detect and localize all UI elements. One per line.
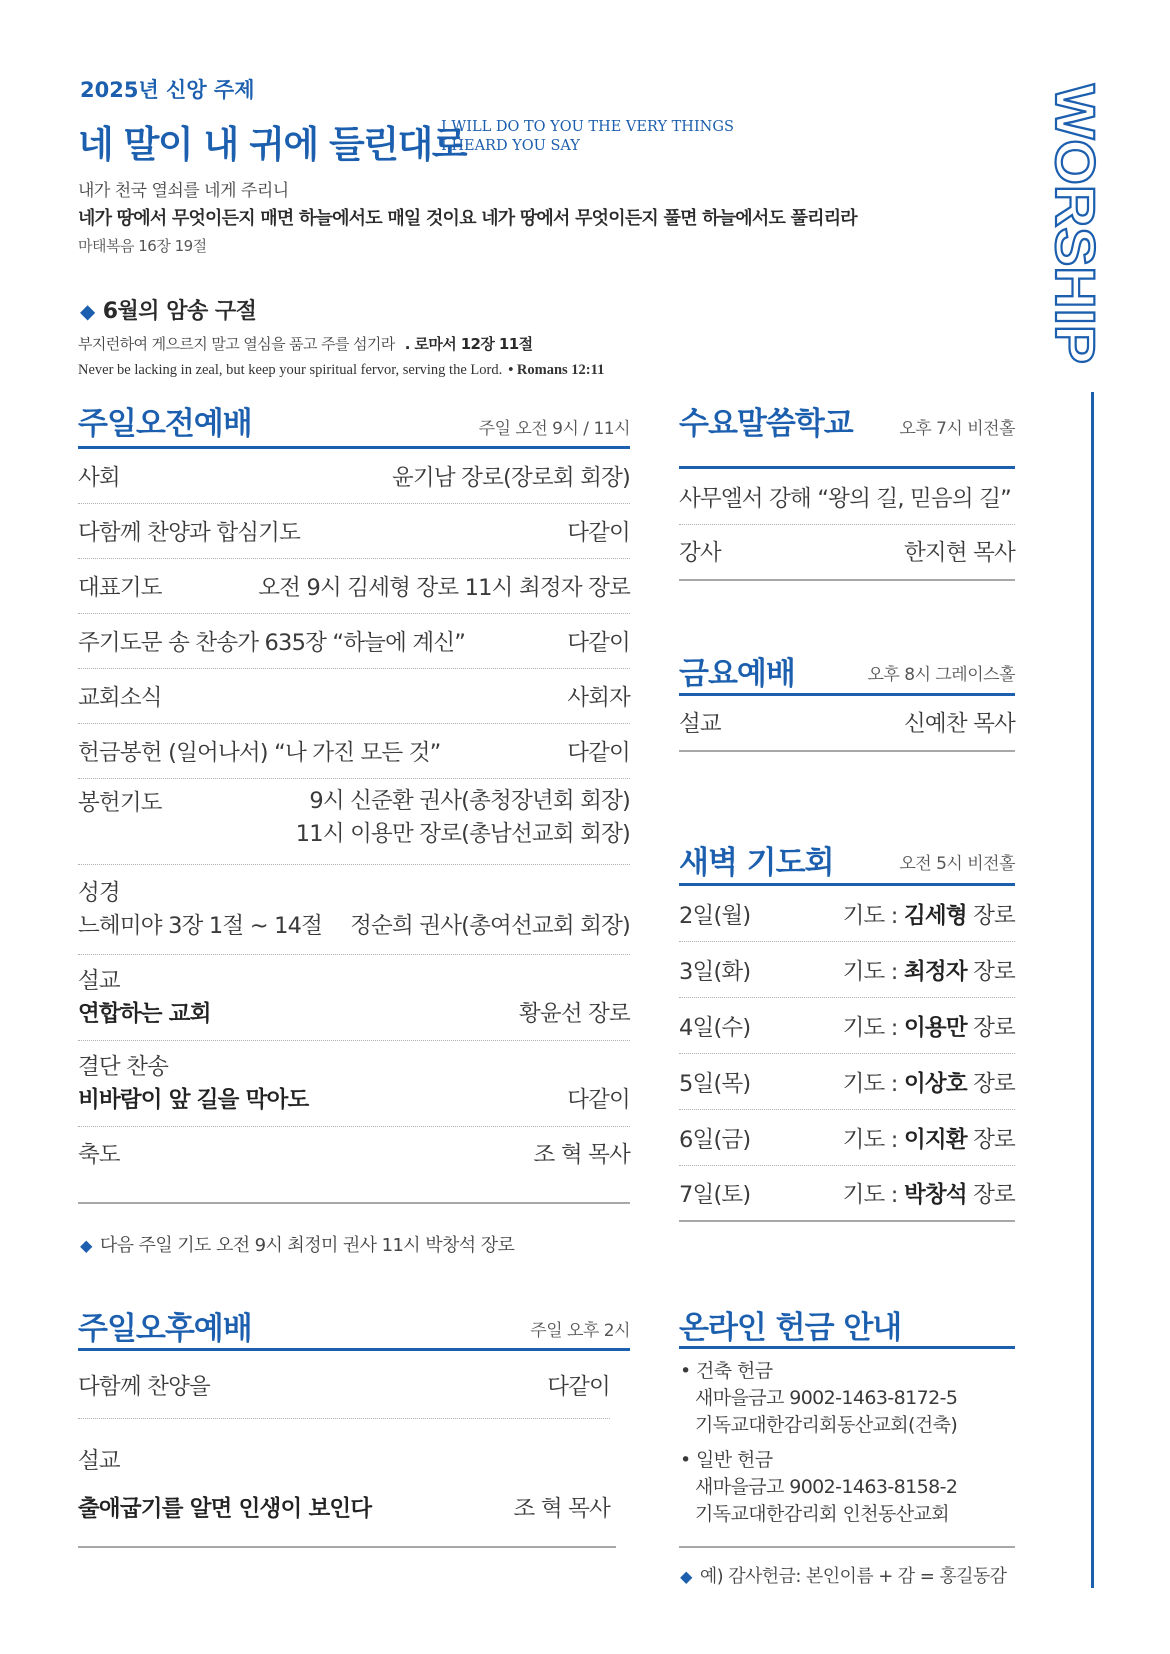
memory-heading-text: 6월의 암송 구절 [102,299,257,324]
theme-title-english-line2: I HEARD YOU SAY [441,138,580,154]
role-person: 다같이 [567,630,630,656]
sunday-am-list [78,449,630,1179]
account-holder: 기독교대한감리회 인천동산교회 [695,1503,949,1525]
leader-name: 김세형 [903,902,967,929]
role-label: 대표기도 [78,575,162,601]
theme-verse-ref: 마태복음 16장 19절 [78,237,207,255]
offering-type: • 건축 헌금 [680,1360,773,1382]
online-offering-title: 온라인 헌금 안내 [679,1310,902,1346]
bank-account: 새마을금고 9002-1463-8158-2 [695,1476,958,1498]
leader-title: 장로 [973,902,1015,929]
list-item [679,886,1015,942]
list-item [679,1166,1015,1220]
sunday-pm-list [78,1351,610,1547]
wednesday-bottom-rule [679,579,1015,581]
scripture-ref: 느헤미야 3장 1절 ~ 14절 [78,912,323,939]
role-person: 사회자 [567,685,630,711]
theme-title-english-line1: I WILL DO TO YOU THE VERY THINGS [441,119,734,135]
list-item [78,504,630,559]
role-person: 다같이 [567,740,630,766]
list-item [78,669,630,724]
dawn-day: 5일(목) [679,1070,751,1097]
leader-name: 이상호 [903,1070,967,1097]
list-item [680,1358,957,1439]
list-item [78,1351,610,1419]
theme-year-label: 2025년 신앙 주제 [80,78,255,102]
list-item [78,779,630,865]
leader-name: 박창석 [903,1182,967,1208]
offering-example-text: 예) 감사헌금: 본인이름 + 감 = 홍길동감 [699,1566,1007,1587]
row-line [78,910,630,943]
friday-list [679,696,1015,748]
list-item [680,1447,957,1528]
memory-verse-english [78,362,604,379]
dawn-day: 6일(금) [679,1126,751,1153]
list-item [78,614,630,669]
sermon-title: 출애굽기를 알면 인생이 보인다 [78,1496,372,1522]
role-label: 주기도문 송 찬송가 635장 “하늘에 계신” [78,630,466,656]
role-person: 다같이 [567,520,630,546]
prayer-label: 기도 : [842,1126,898,1153]
dawn-leader [843,1010,1015,1042]
role-person-line1: 9시 신준환 권사(총청장년회 회장) [309,788,630,814]
sunday-pm-time: 주일 오후 2시 [530,1321,630,1341]
list-item [78,559,630,614]
online-offering-bottom-rule [679,1546,1015,1548]
prayer-label: 기도 : [842,902,898,929]
memory-verse-korean [78,333,532,354]
role-person-multi [296,785,630,851]
role-person-line2: 11시 이용만 장로(총남선교회 회장) [295,821,630,847]
role-label: 헌금봉헌 (일어나서) “나 가진 모든 것” [78,740,441,766]
list-item [78,724,630,779]
role-person: 오전 9시 김세형 장로 11시 최정자 장로 [258,575,630,601]
role-person: 조 혁 목사 [533,1142,630,1168]
list-item [679,1110,1015,1166]
dawn-leader [843,898,1015,930]
role-label: 교회소식 [78,685,162,711]
list-item [679,942,1015,998]
offering-example-note [680,1562,1006,1588]
list-item [78,1041,630,1127]
worship-side-label [1042,78,1112,378]
role-label: 설교 [679,711,721,737]
leader-title: 장로 [973,958,1015,985]
friday-title: 금요예배 [679,656,795,692]
dawn-prayer-bottom-rule [679,1220,1015,1222]
role-label: 결단 찬송 [78,1053,169,1080]
role-person: 윤기남 장로(장로회 회장) [391,465,630,491]
sunday-pm-bottom-rule [78,1546,616,1548]
dawn-leader [843,1122,1015,1154]
diamond-bullet-icon: ◆ [680,1567,692,1586]
hymn-title: 비바람이 앞 길을 막아도 [78,1086,309,1113]
friday-bottom-rule [679,750,1015,752]
sunday-pm-title: 주일오후예배 [78,1311,252,1347]
online-offering-list [680,1358,957,1536]
wednesday-list [679,469,1015,577]
prayer-label: 기도 : [842,958,898,985]
list-item [679,696,1015,748]
row-line [78,1084,630,1117]
wednesday-title: 수요말씀학교 [679,406,853,442]
list-item [679,1054,1015,1110]
list-item [679,469,1015,525]
dawn-day: 3일(화) [679,958,751,985]
list-item [679,525,1015,577]
diamond-bullet-icon: ◆ [80,300,95,323]
bank-account: 새마을금고 9002-1463-8172-5 [695,1387,958,1409]
offering-type: • 일반 헌금 [680,1449,773,1471]
lecture-series: 사무엘서 강해 “왕의 길, 믿음의 길” [679,485,1011,512]
role-person: 신예찬 목사 [903,711,1015,737]
dawn-leader [843,1177,1015,1209]
dawn-prayer-list [679,886,1015,1220]
sunday-am-time: 주일 오전 9시 / 11시 [478,419,630,439]
theme-title-english [441,118,734,156]
dawn-day: 2일(월) [679,902,751,929]
dawn-prayer-title: 새벽 기도회 [679,845,834,881]
prayer-label: 기도 : [842,1070,898,1097]
side-vertical-rule [1091,392,1094,1588]
leader-title: 장로 [973,1014,1015,1041]
role-label: 봉헌기도 [78,790,162,816]
role-label: 강사 [679,540,721,566]
row-line [78,998,630,1031]
theme-title: 네 말이 내 귀에 들린대로 [78,123,466,166]
row-line [78,1485,610,1533]
role-person: 다같이 [567,1086,630,1113]
list-item [78,449,630,504]
next-week-note [80,1231,514,1257]
role-person: 정순희 권사(총여선교회 회장) [350,912,630,939]
memory-verse-heading [80,294,256,325]
leader-name: 이지환 [903,1126,967,1153]
role-person: 한지현 목사 [903,540,1015,566]
leader-name: 이용만 [903,1014,967,1041]
leader-title: 장로 [973,1182,1015,1208]
sunday-am-bottom-rule [78,1202,630,1204]
worship-side-text: WORSHIP [1044,84,1107,352]
role-label: 사회 [78,465,120,491]
role-label: 축도 [78,1142,120,1168]
next-week-note-text: 다음 주일 기도 오전 9시 최정미 권사 11시 박창석 장로 [99,1235,515,1256]
list-item [679,998,1015,1054]
diamond-bullet-icon: ◆ [80,1236,92,1255]
friday-time: 오후 8시 그레이스홀 [867,665,1015,685]
account-holder: 기독교대한감리회동산교회(건축) [695,1414,958,1436]
online-offering-rule [679,1346,1015,1349]
memory-en-text: Never be lacking in zeal, but keep your spiritual fervor, serving the Lord. [78,362,503,378]
memory-en-ref: • Romans 12:11 [508,362,605,378]
sermon-title: 연합하는 교회 [78,1000,211,1027]
dawn-day: 4일(수) [679,1014,751,1041]
dawn-day: 7일(토) [679,1182,751,1208]
leader-title: 장로 [973,1070,1015,1097]
dawn-leader [843,1066,1015,1098]
memory-ko-text: 부지런하여 게으르지 말고 열심을 품고 주를 섬기라 [78,335,395,353]
role-person: 조 혁 목사 [513,1496,610,1522]
list-item [78,1127,630,1179]
dawn-leader [843,954,1015,986]
leader-title: 장로 [973,1126,1015,1153]
leader-name: 최정자 [903,958,967,985]
dawn-prayer-time: 오전 5시 비전홀 [899,854,1015,874]
wednesday-time: 오후 7시 비전홀 [899,419,1015,439]
role-label: 다함께 찬양을 [78,1373,210,1400]
sunday-am-title: 주일오전예배 [78,406,252,442]
list-item [78,865,630,955]
theme-verse-line2: 네가 땅에서 무엇이든지 매면 하늘에서도 매일 것이요 네가 땅에서 무엇이든지 풀면 하늘에서도 풀리리라 [78,208,857,229]
memory-ko-ref: . 로마서 12장 11절 [404,335,533,353]
role-label: 다함께 찬양과 합심기도 [78,520,301,546]
role-person: 황윤선 장로 [518,1000,630,1027]
role-label: 설교 [78,967,120,994]
role-label: 성경 [78,879,120,906]
theme-verse-line1: 내가 천국 열쇠를 네게 주리니 [78,181,289,201]
list-item [78,1419,610,1547]
role-label: 설교 [78,1448,120,1474]
role-person: 다같이 [547,1373,610,1400]
prayer-label: 기도 : [842,1014,898,1041]
list-item [78,955,630,1041]
prayer-label: 기도 : [842,1182,898,1208]
